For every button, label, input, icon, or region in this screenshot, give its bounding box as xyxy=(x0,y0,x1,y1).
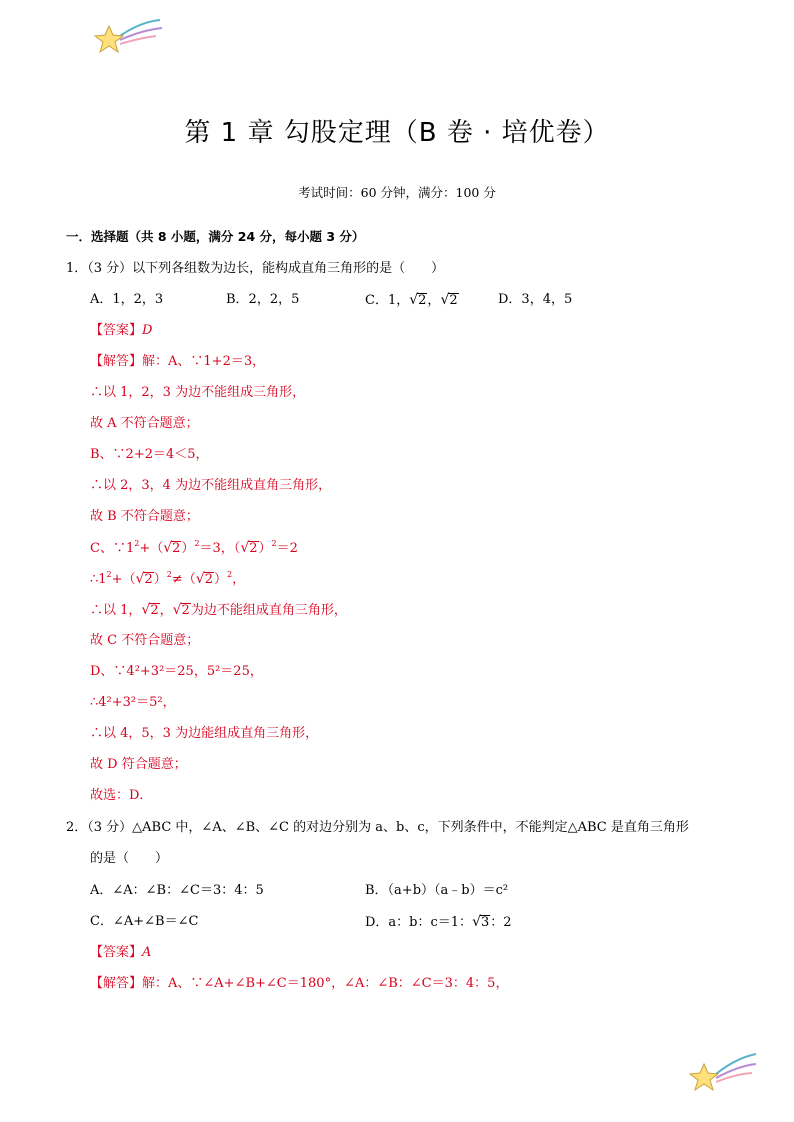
question-2-stem-cont: 的是（ ） xyxy=(90,851,169,866)
answer-label: 【答案】 xyxy=(90,945,143,960)
q1-analysis-line-12: ∴4²+3²＝5²， xyxy=(90,695,176,710)
q1-answer xyxy=(90,323,152,339)
q2-option-d-prefix: D．a：b：c＝1： xyxy=(365,915,473,930)
q1-analysis-line-8: $\therefore 1^2+(√2)^2\ne(√2)^2$， xyxy=(90,570,246,587)
analysis-label: 【解答】 xyxy=(90,354,143,369)
q1-analysis-line-7: C、$\because 1^2+(√2)^2=3$，$(√2)^2=2$ xyxy=(90,539,298,556)
analysis-text: 解：A、∵∠A+∠B+∠C＝180°，∠A：∠B：∠C＝3：4：5， xyxy=(142,976,509,991)
answer-value: D xyxy=(142,323,153,338)
q1-analysis-line-15: 故选：D． xyxy=(90,788,153,803)
q2-option-c: C．∠A+∠B＝∠C xyxy=(90,914,199,929)
section-heading: 一．选择题（共 8 小题，满分 24 分，每小题 3 分） xyxy=(66,229,365,244)
q1-analysis-line-2: ∴以 1，2，3 为边不能组成三角形， xyxy=(90,385,306,400)
q1-analysis-line-9: ∴以 1，√2，√2为边不能组成直角三角形， xyxy=(90,602,347,618)
q2-analysis-line-1 xyxy=(90,976,508,992)
shooting-star-icon xyxy=(92,14,164,56)
q1-analysis-line-5: ∴以 2，3，4 为边不能组成直角三角形， xyxy=(90,478,332,493)
sqrt-radicand: 2 xyxy=(449,293,458,308)
answer-label: 【答案】 xyxy=(90,323,143,338)
question-1-stem: 1．（3 分）以下列各组数为边长，能构成直角三角形的是（ ） xyxy=(66,261,445,276)
q1-option-b: B．2，2，5 xyxy=(226,292,300,307)
answer-value: A xyxy=(142,945,152,960)
q2-option-d-suffix: ：2 xyxy=(490,915,512,930)
q1-option-a: A．1，2，3 xyxy=(90,292,164,307)
q1-option-d: D．3，4，5 xyxy=(498,292,573,307)
analysis-label: 【解答】 xyxy=(90,976,143,991)
exam-info: 考试时间：60 分钟，满分：100 分 xyxy=(298,185,496,200)
q1-analysis-line-10: 故 C 不符合题意； xyxy=(90,633,200,648)
q2-option-a: A．∠A：∠B：∠C＝3：4：5 xyxy=(90,883,264,898)
q2-answer xyxy=(90,945,151,961)
q2-option-d: D．a：b：c＝1：√3：2 xyxy=(365,914,512,930)
q2-option-b: B．（a+b）（a﹣b）＝c² xyxy=(365,883,509,898)
q1-option-c: C．1，√2，√2 xyxy=(365,292,458,308)
analysis-text: 解：A、∵1+2＝3， xyxy=(142,354,266,369)
q1-analysis-line-6: 故 B 不符合题意； xyxy=(90,509,199,524)
q1-analysis-line-11: D、∵4²+3²＝25，5²＝25， xyxy=(90,664,263,679)
sqrt-radicand: 3 xyxy=(480,915,490,930)
shooting-star-icon xyxy=(686,1046,758,1094)
page-title: 第 1 章 勾股定理（B 卷 · 培优卷） xyxy=(184,118,610,148)
q1-analysis-line-13: ∴以 4，5，3 为边能组成直角三角形， xyxy=(90,726,319,741)
q1-analysis-line-14: 故 D 符合题意； xyxy=(90,757,187,772)
sqrt-radicand: 2 xyxy=(418,293,427,308)
q1-option-c-prefix: C．1， xyxy=(365,293,410,308)
q1-analysis-line-4: B、∵2+2＝4＜5， xyxy=(90,447,209,462)
q1-analysis-line-3: 故 A 不符合题意； xyxy=(90,416,199,431)
q1-analysis-line-1 xyxy=(90,354,265,370)
question-2-stem: 2．（3 分）△ABC 中，∠A、∠B、∠C 的对边分别为 a、b、c，下列条件中，不能判定△ABC 是直角三角形 xyxy=(66,820,689,835)
